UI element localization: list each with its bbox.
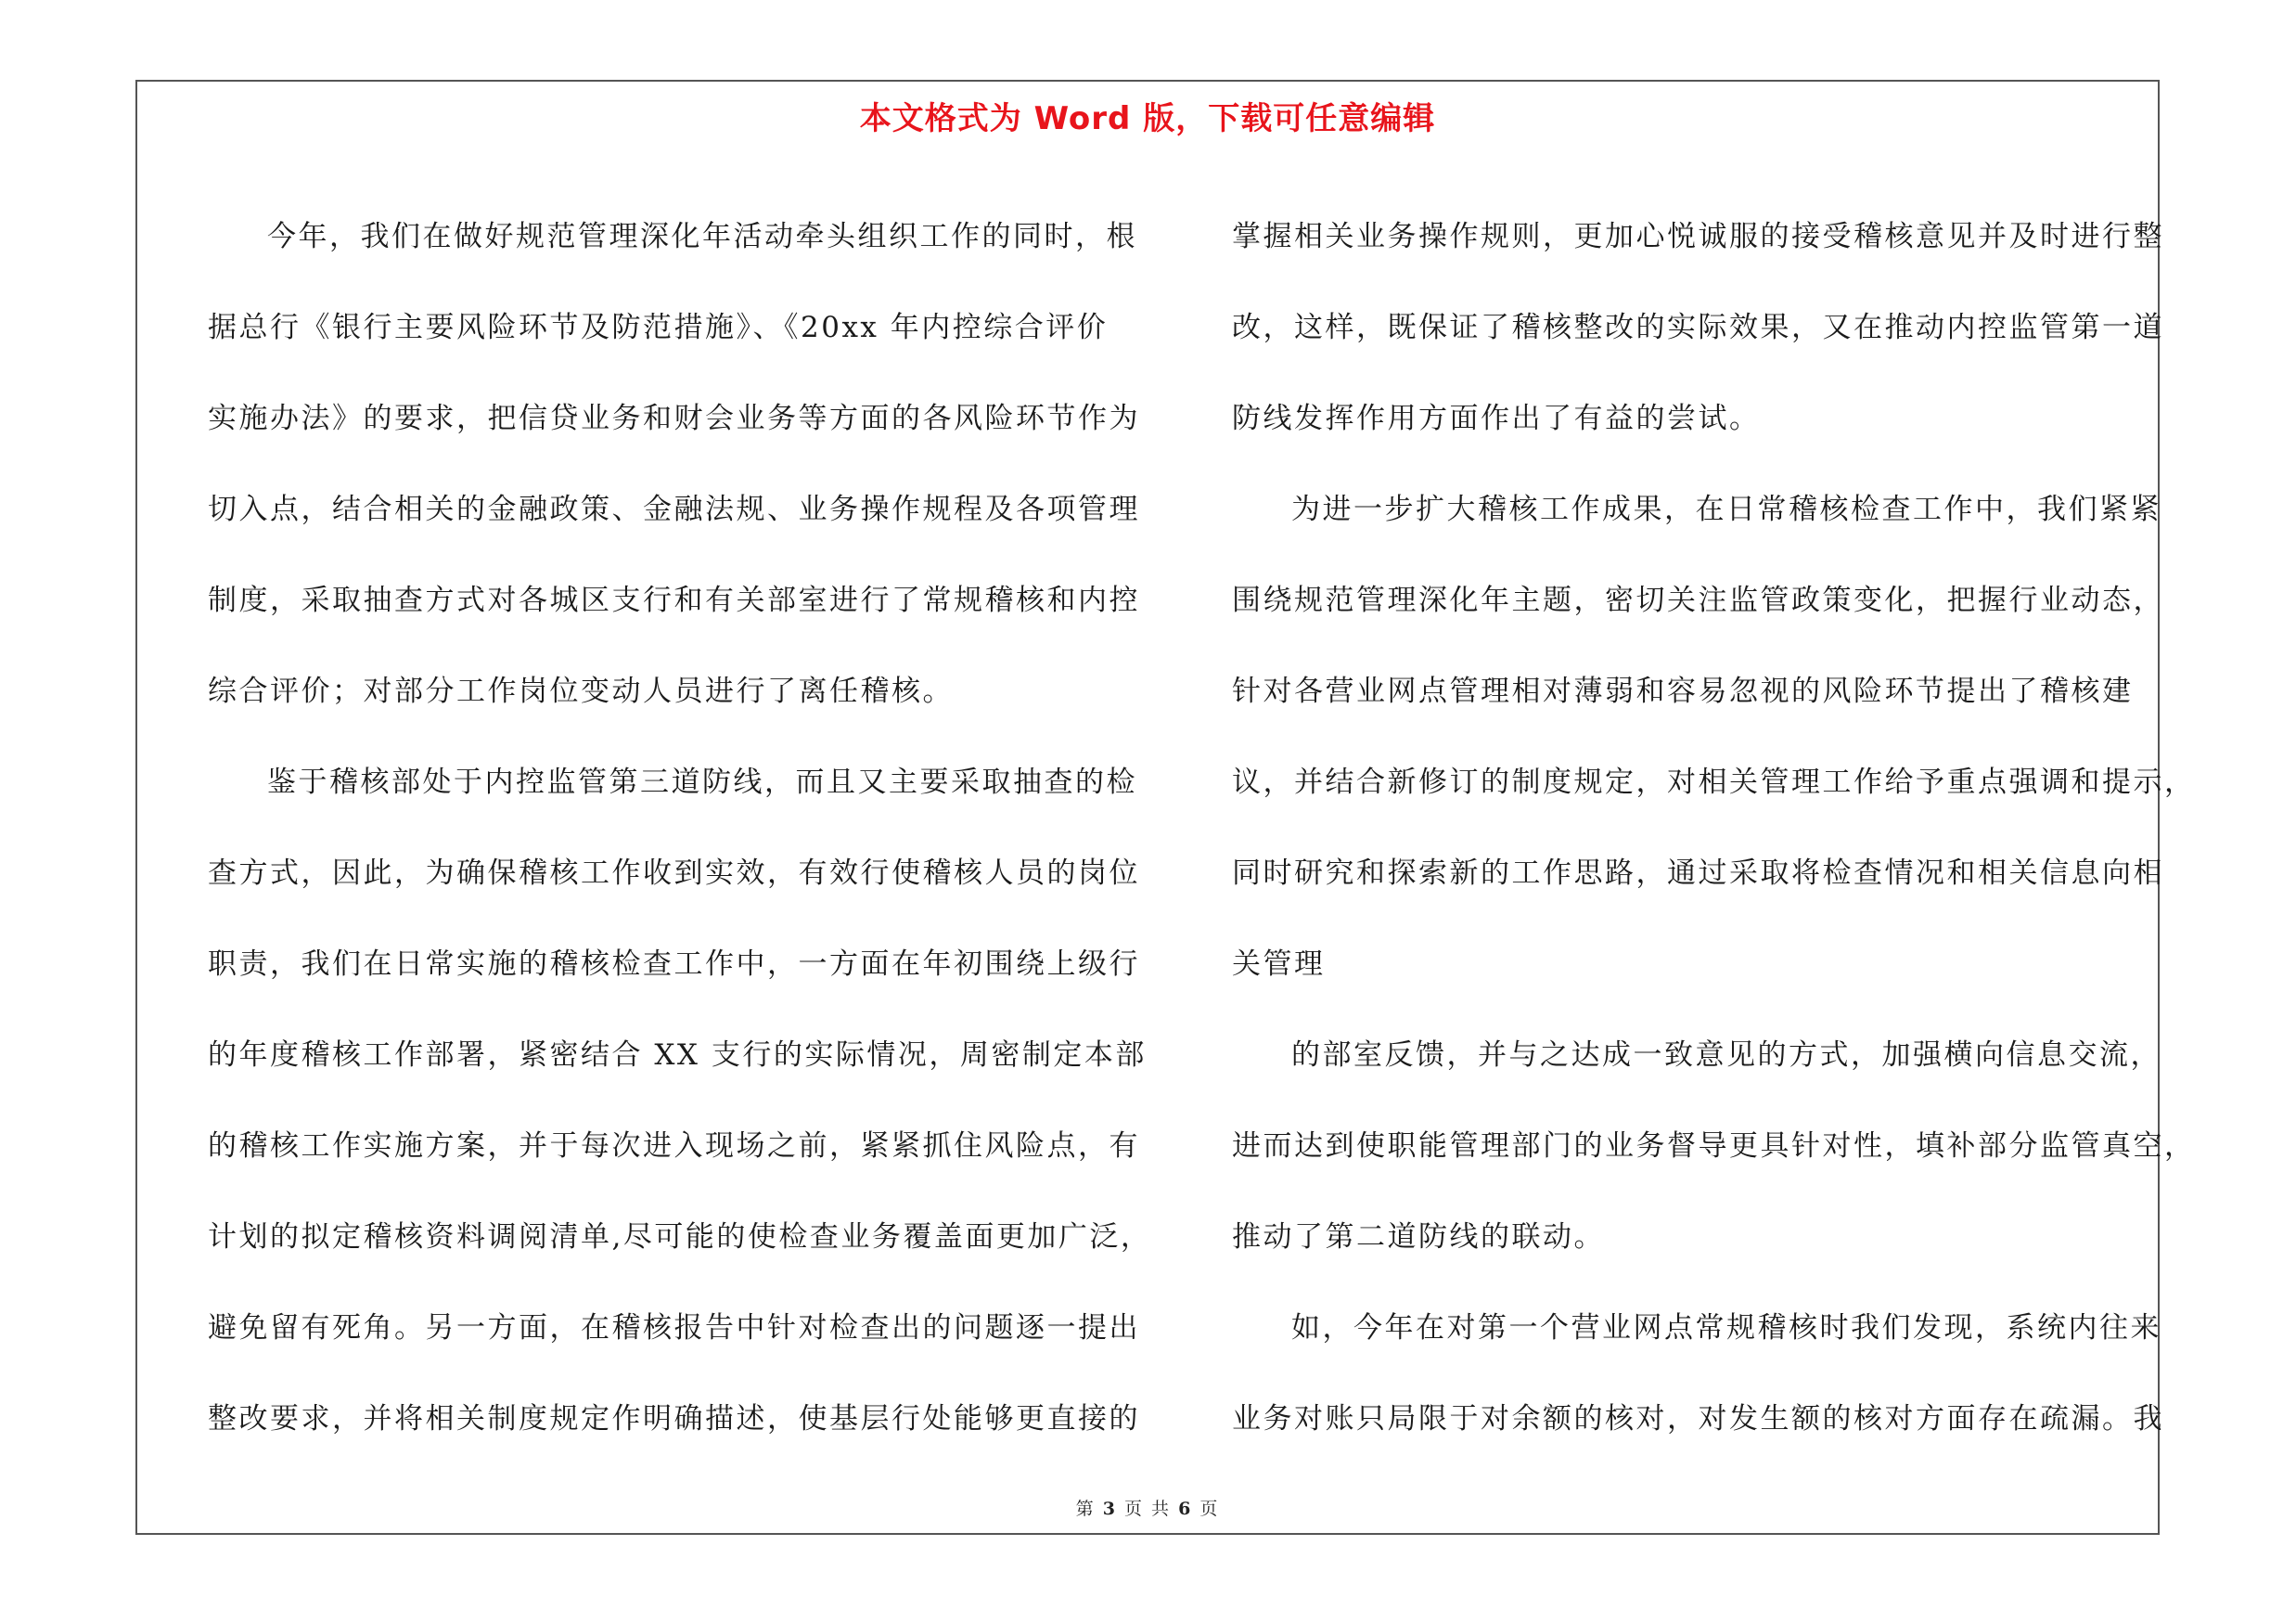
text-line: 同时研究和探索新的工作思路，通过采取将检查情况和相关信息向相: [1232, 857, 2164, 890]
text-line: 计划的拟定稽核资料调阅清单,尽可能的使检查业务覆盖面更加广泛，: [208, 1220, 1152, 1254]
left-column: [208, 191, 1152, 1464]
footer-prefix: 第: [1075, 1499, 1096, 1519]
text-line: 针对各营业网点管理相对薄弱和容易忽视的风险环节提出了稽核建: [1232, 675, 2134, 708]
text-line: 查方式，因此，为确保稽核工作收到实效，有效行使稽核人员的岗位: [208, 857, 1140, 890]
text-line: 关管理: [1232, 947, 1326, 981]
footer-page-total: 6: [1178, 1499, 1193, 1519]
page-footer: [137, 1495, 2158, 1520]
text-line: 的稽核工作实施方案，并于每次进入现场之前，紧紧抓住风险点，有: [208, 1129, 1140, 1163]
text-line: 职责，我们在日常实施的稽核检查工作中，一方面在年初围绕上级行: [208, 947, 1140, 981]
right-column: [1232, 191, 2196, 1464]
text-line: 避免留有死角。另一方面，在稽核报告中针对检查出的问题逐一提出: [208, 1311, 1140, 1345]
text-line: 的年度稽核工作部署，紧密结合 XX 支行的实际情况，周密制定本部: [208, 1038, 1147, 1072]
format-banner: 本文格式为 Word 版，下载可任意编辑: [859, 100, 1436, 137]
text-line: 整改要求，并将相关制度规定作明确描述，使基层行处能够更直接的: [208, 1402, 1140, 1436]
text-line: 防线发挥作用方面作出了有益的尝试。: [1232, 402, 1761, 435]
text-line: 如，今年在对第一个营业网点常规稽核时我们发现，系统内往来: [1291, 1311, 2161, 1345]
text-line: 议，并结合新修订的制度规定，对相关管理工作给予重点强调和提示，: [1232, 766, 2196, 799]
text-line: 鉴于稽核部处于内控监管第三道防线，而且又主要采取抽查的检: [267, 766, 1137, 799]
text-line: 今年，我们在做好规范管理深化年活动牵头组织工作的同时，根: [267, 220, 1137, 253]
text-line: 推动了第二道防线的联动。: [1232, 1220, 1605, 1254]
text-line: 据总行《银行主要风险环节及防范措施》、《20xx 年内控综合评价: [208, 311, 1109, 344]
text-line: 围绕规范管理深化年主题，密切关注监管政策变化，把握行业动态，: [1232, 584, 2164, 617]
text-line: 业务对账只局限于对余额的核对，对发生额的核对方面存在疏漏。我: [1232, 1402, 2164, 1436]
footer-suffix: 页: [1199, 1499, 1220, 1519]
text-line: 进而达到使职能管理部门的业务督导更具针对性，填补部分监管真空，: [1232, 1129, 2196, 1163]
page-frame: [135, 80, 2196, 1535]
text-line: 改，这样，既保证了稽核整改的实际效果，又在推动内控监管第一道: [1232, 311, 2164, 344]
text-line: 实施办法》的要求，把信贷业务和财会业务等方面的各风险环节作为: [208, 402, 1140, 435]
footer-middle: 页 共: [1123, 1499, 1172, 1519]
footer-page-number: 3: [1102, 1499, 1117, 1519]
text-line: 综合评价；对部分工作岗位变动人员进行了离任稽核。: [208, 675, 954, 708]
text-line: 掌握相关业务操作规则，更加心悦诚服的接受稽核意见并及时进行整: [1232, 220, 2164, 253]
text-line: 的部室反馈，并与之达成一致意见的方式，加强横向信息交流，: [1291, 1038, 2161, 1072]
text-line: 制度，采取抽查方式对各城区支行和有关部室进行了常规稽核和内控: [208, 584, 1140, 617]
text-line: 为进一步扩大稽核工作成果，在日常稽核检查工作中，我们紧紧: [1291, 493, 2161, 526]
text-line: 切入点，结合相关的金融政策、金融法规、业务操作规程及各项管理: [208, 493, 1140, 526]
